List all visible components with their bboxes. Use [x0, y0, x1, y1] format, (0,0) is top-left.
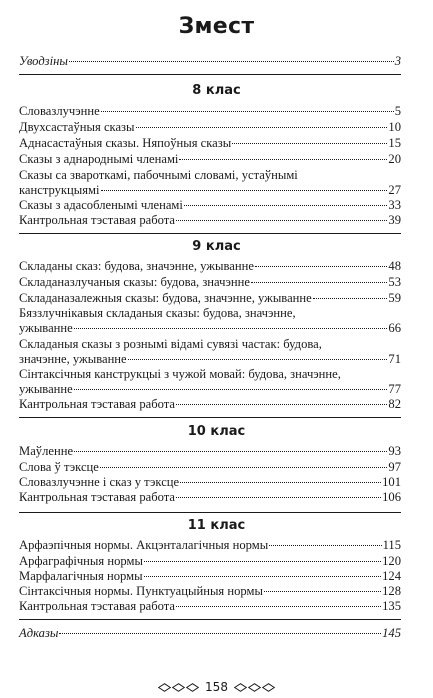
toc-entry-label: Кантрольная тэставая работа [19, 599, 175, 613]
dot-leader [184, 205, 388, 206]
toc-entry-label: Двухсастаўныя сказы [19, 120, 135, 134]
dot-leader [255, 266, 387, 267]
toc-entry[interactable] [19, 152, 401, 167]
toc-entry-label: Сказы з аднароднымі членамі [19, 152, 179, 166]
toc-page-number: 10 [388, 120, 401, 134]
toc-entry-label: Сказы з адасобленымі членамі [19, 198, 183, 212]
toc-entry-label: канструкцыямі [19, 183, 100, 197]
toc-entry[interactable] [19, 475, 401, 490]
toc-entry[interactable] [19, 291, 401, 306]
toc-entry[interactable] [19, 306, 401, 336]
toc-entry-label: Складаназалежныя сказы: будова, значэнне, ужыванне [19, 291, 312, 305]
dot-leader [128, 359, 388, 360]
dot-leader [59, 633, 381, 634]
toc-entry-label: Уводзіны [19, 54, 68, 68]
toc-page-number: 97 [388, 460, 401, 474]
toc-entry-first-line: Сінтаксічныя канструкцыі з чужой мовай: будова, значэнне, [19, 367, 341, 381]
toc-page-number: 39 [388, 213, 401, 227]
dot-leader [136, 127, 388, 128]
toc-entry-label: значэнне, ужыванне [19, 352, 127, 366]
toc-entry-label: Кантрольная тэставая работа [19, 397, 175, 411]
dot-leader [100, 467, 388, 468]
toc-entry[interactable] [19, 259, 401, 274]
toc-page-number: 124 [382, 569, 401, 583]
toc-entry[interactable] [19, 569, 401, 584]
toc-entry[interactable] [19, 444, 401, 459]
toc-entry-label: Арфаграфічныя нормы [19, 554, 143, 568]
toc-entry-label: ужыванне [19, 382, 73, 396]
dot-leader [179, 159, 387, 160]
toc-page-number: 77 [388, 382, 401, 396]
dot-leader [180, 482, 381, 483]
toc-entry-label: Марфалагічныя нормы [19, 569, 143, 583]
dot-leader [232, 143, 387, 144]
toc-entry-first-line: Складаныя сказы з рознымі відамі сувязі частак: будова, [19, 337, 322, 351]
toc-entry-label: Адказы [19, 626, 59, 640]
toc-entry-label: ужыванне [19, 321, 73, 335]
dot-leader [144, 576, 382, 577]
toc-entry-label: Слова ў тэксце [19, 460, 99, 474]
section-divider [19, 512, 401, 513]
page-footer [0, 680, 433, 694]
toc-entry-first-line: Сказы са звароткамі, пабочнымі словамі, устаўнымі [19, 168, 298, 182]
toc-page-number: 66 [388, 321, 401, 335]
toc-entry[interactable] [19, 584, 401, 599]
diamond-chain-icon [158, 683, 199, 692]
dot-leader [313, 298, 388, 299]
toc-entry[interactable] [19, 198, 401, 213]
toc-page-number: 53 [388, 275, 401, 289]
toc-entry-label: Складаны сказ: будова, значэнне, ужыванне [19, 259, 254, 273]
dot-leader [176, 497, 381, 498]
toc-page-number: 20 [388, 152, 401, 166]
toc-entry[interactable] [19, 367, 401, 397]
toc-entry[interactable] [19, 490, 401, 505]
toc-entry-label: Складаназлучаныя сказы: будова, значэнне [19, 275, 250, 289]
dot-leader [74, 451, 387, 452]
toc-entry[interactable] [19, 599, 401, 614]
toc-entry-first-line: Бяззлучнікавыя складаныя сказы: будова, значэнне, [19, 306, 296, 320]
toc-page-number: 145 [382, 626, 401, 640]
section-divider [19, 74, 401, 75]
toc-page-number: 48 [388, 259, 401, 273]
dot-leader [176, 220, 387, 221]
toc-entry-label: Сінтаксічныя нормы. Пунктуацыйныя нормы [19, 584, 263, 598]
toc-page-number: 82 [388, 397, 401, 411]
toc-page-number: 101 [382, 475, 401, 489]
toc-entry[interactable] [19, 275, 401, 290]
dot-leader [101, 111, 394, 112]
dot-leader [251, 282, 387, 283]
toc-entry-label: Арфаэпічныя нормы. Акцэнталагічныя нормы [19, 538, 269, 552]
toc-page-number: 135 [382, 599, 401, 613]
section-heading-9: 9 клас [192, 239, 241, 254]
toc-entry[interactable] [19, 538, 401, 553]
dot-leader [269, 545, 381, 546]
toc-page-number: 93 [388, 444, 401, 458]
toc-entry[interactable] [19, 104, 401, 119]
toc-page-number: 3 [394, 54, 401, 68]
toc-page-number: 106 [382, 490, 401, 504]
toc-entry-intro[interactable] [19, 54, 401, 69]
toc-page-number: 59 [388, 291, 401, 305]
dot-leader [264, 591, 381, 592]
toc-entry[interactable] [19, 213, 401, 228]
dot-leader [176, 404, 387, 405]
section-heading-8: 8 клас [192, 83, 241, 98]
section-divider [19, 233, 401, 234]
toc-entry[interactable] [19, 397, 401, 412]
toc-entry-label: Словазлучэнне [19, 104, 100, 118]
section-heading-10: 10 клас [187, 424, 246, 439]
page-number: 158 [205, 680, 228, 694]
dot-leader [69, 61, 394, 62]
toc-entry-label: Аднасастаўныя сказы. Няпоўныя сказы [19, 136, 232, 150]
dot-leader [74, 389, 388, 390]
toc-page-number: 5 [394, 104, 401, 118]
dot-leader [144, 561, 381, 562]
toc-entry-label: Кантрольная тэставая работа [19, 213, 175, 227]
toc-entry-label: Маўленне [19, 444, 74, 458]
toc-entry[interactable] [19, 337, 401, 367]
toc-page-number: 71 [388, 352, 401, 366]
toc-page-number: 15 [388, 136, 401, 150]
toc-page-number: 128 [382, 584, 401, 598]
toc-entry[interactable] [19, 120, 401, 135]
page-title: Змест [178, 14, 255, 39]
section-divider [19, 417, 401, 418]
diamond-chain-icon [234, 683, 275, 692]
dot-leader [176, 606, 381, 607]
toc-entry[interactable] [19, 554, 401, 569]
toc-entry[interactable] [19, 136, 401, 151]
toc-page-number: 33 [388, 198, 401, 212]
section-divider [19, 619, 401, 620]
toc-entry[interactable] [19, 460, 401, 475]
toc-entry-answers[interactable] [19, 626, 401, 641]
dot-leader [101, 190, 388, 191]
toc-entry-label: Кантрольная тэставая работа [19, 490, 175, 504]
toc-entry-label: Словазлучэнне і сказ у тэксце [19, 475, 180, 489]
dot-leader [74, 328, 388, 329]
toc-entry[interactable] [19, 168, 401, 198]
toc-page-number: 115 [382, 538, 401, 552]
section-heading-11: 11 клас [187, 518, 246, 533]
toc-page-number: 120 [382, 554, 401, 568]
toc-page-number: 27 [388, 183, 401, 197]
